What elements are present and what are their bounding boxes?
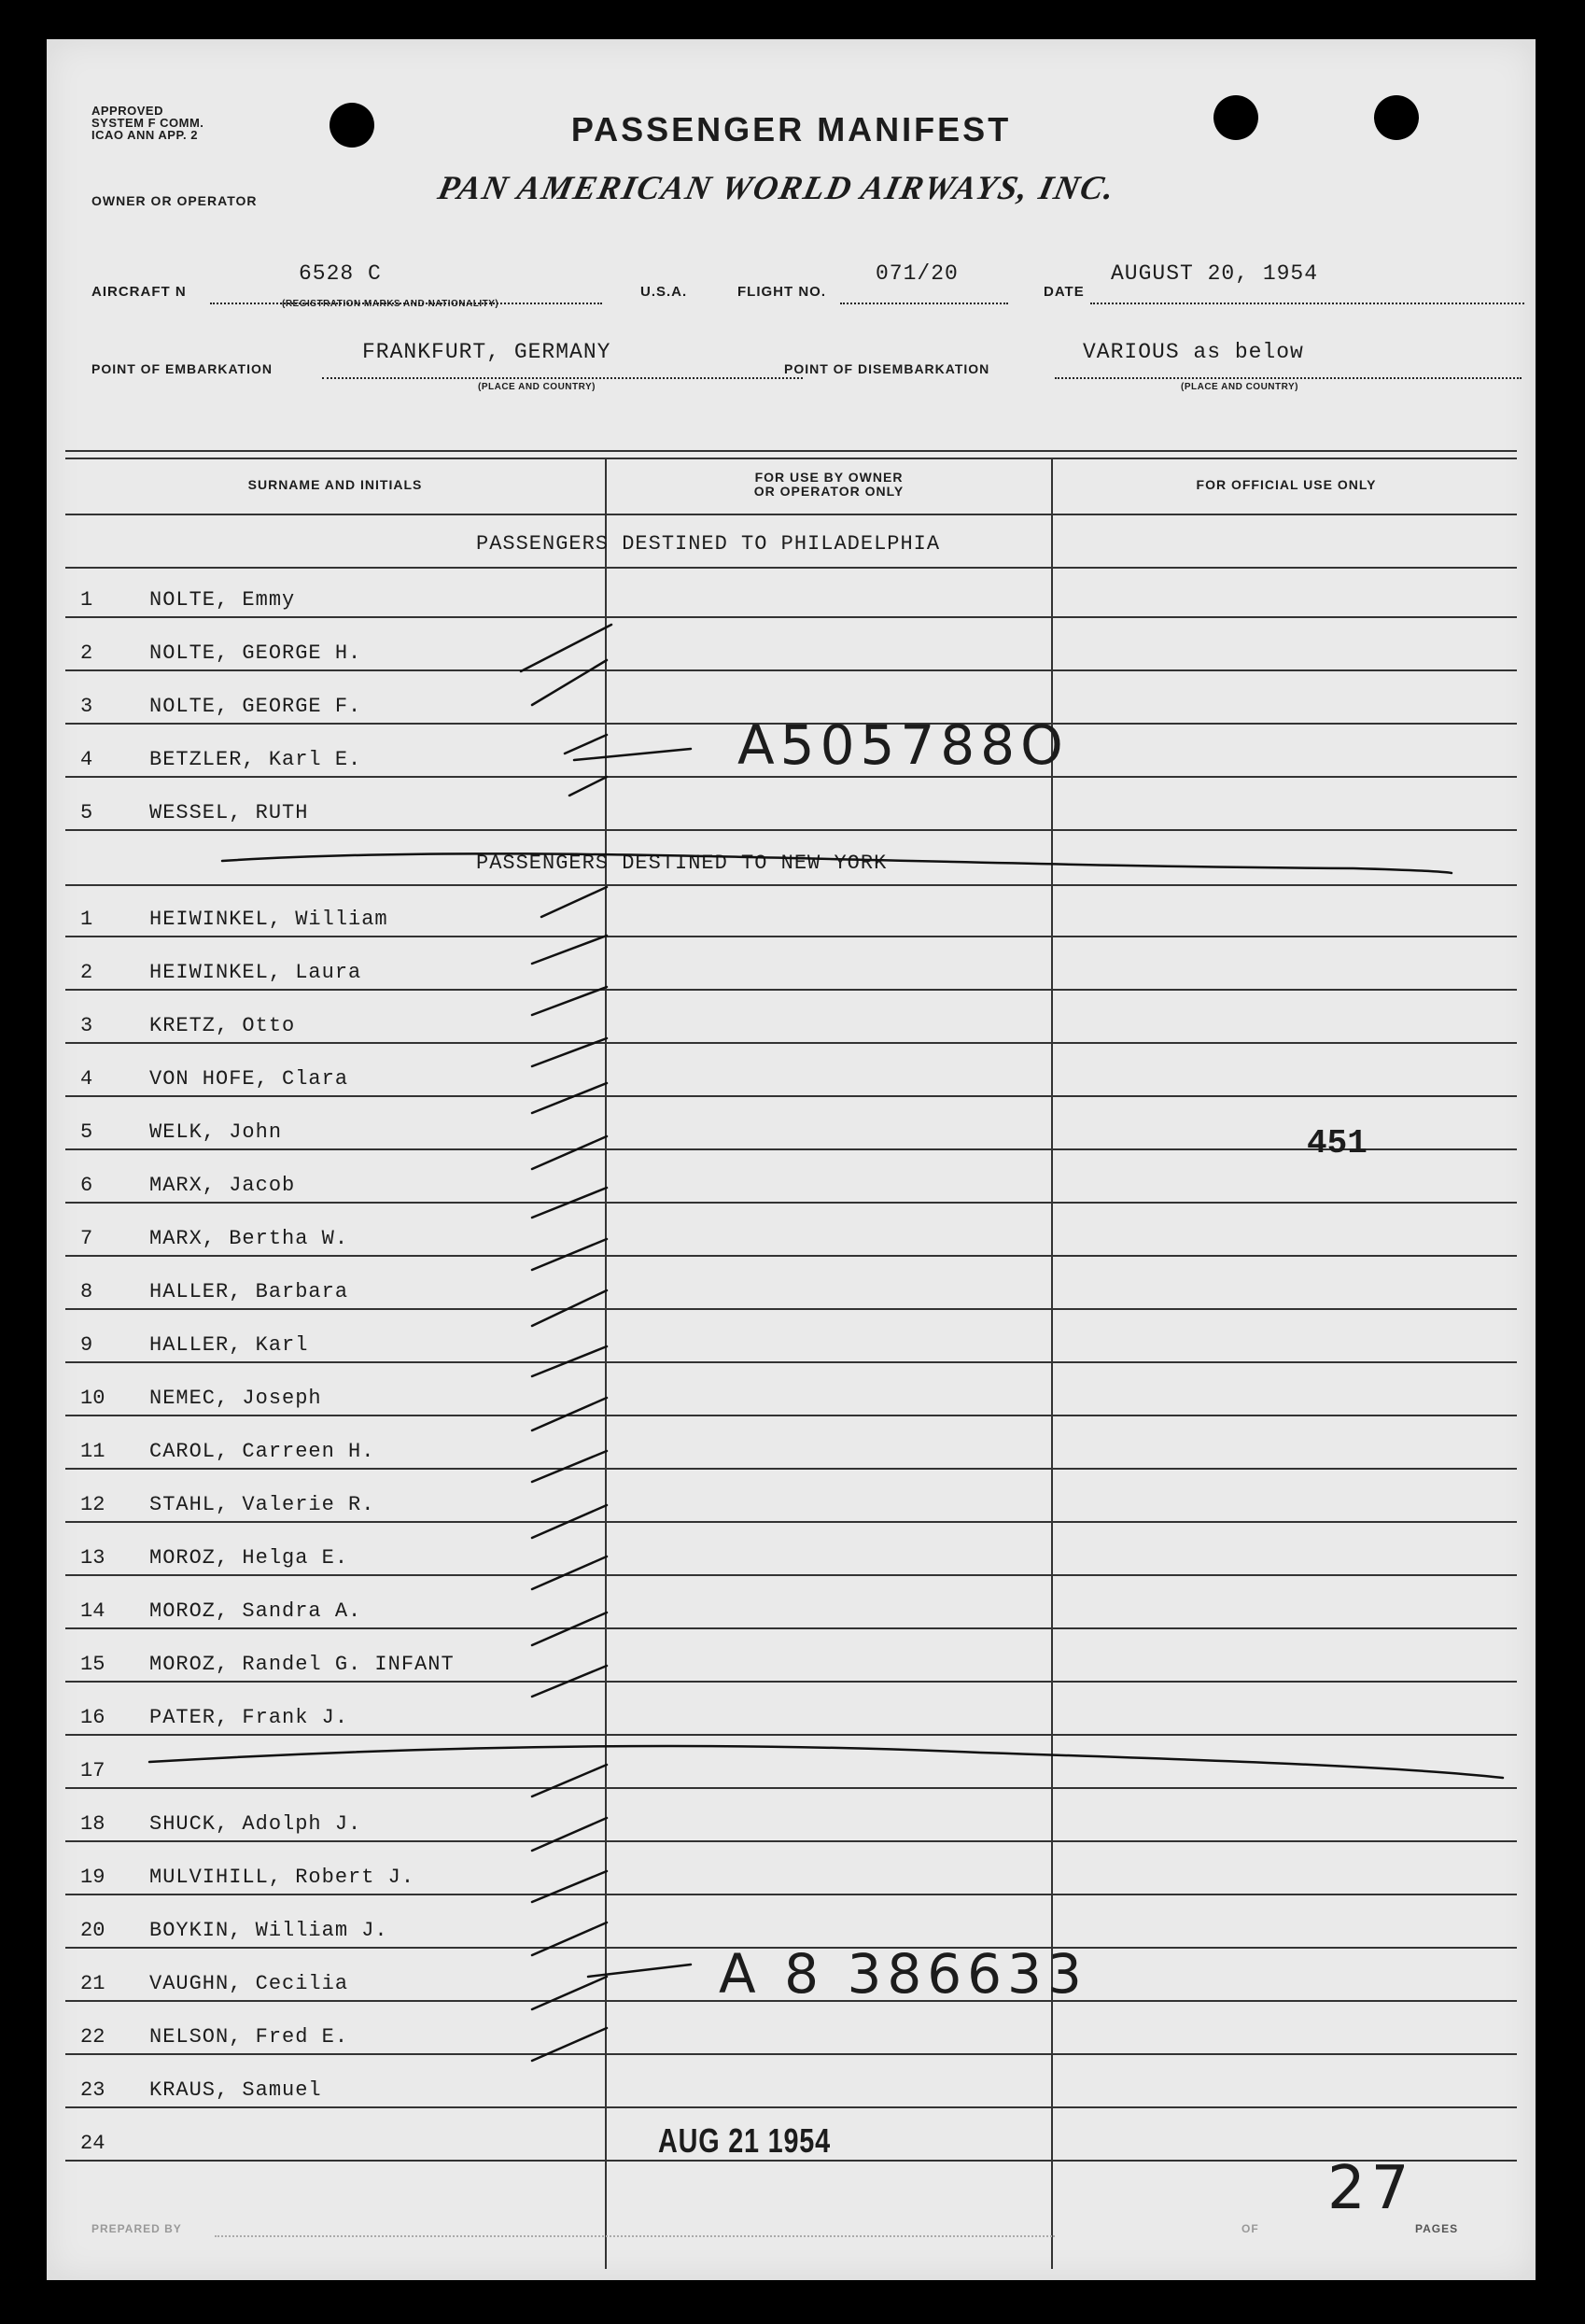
row-number: 11 xyxy=(80,1440,105,1463)
passenger-name: NOLTE, GEORGE F. xyxy=(149,695,362,718)
row-number: 22 xyxy=(80,2025,105,2049)
check-mark xyxy=(532,1765,607,1796)
passenger-name: VON HOFE, Clara xyxy=(149,1067,349,1091)
row-number: 7 xyxy=(80,1227,93,1250)
handwritten-number-2: A 8 386633 xyxy=(719,1942,1087,2006)
row-number: 18 xyxy=(80,1812,105,1836)
check-mark xyxy=(532,1239,607,1270)
passenger-name: WELK, John xyxy=(149,1120,283,1144)
row-number: 1 xyxy=(80,908,93,931)
passenger-name: NOLTE, GEORGE H. xyxy=(149,641,362,665)
flight-value: 071/20 xyxy=(876,261,959,286)
disembark-label: POINT OF DISEMBARKATION xyxy=(784,361,990,376)
check-mark xyxy=(541,887,607,917)
check-mark xyxy=(532,1505,607,1538)
column-header-official: FOR OFFICIAL USE ONLY xyxy=(1196,477,1377,492)
passenger-name: KRAUS, Samuel xyxy=(149,2078,322,2102)
row-number: 14 xyxy=(80,1599,105,1623)
row-number: 13 xyxy=(80,1546,105,1570)
row-number: 17 xyxy=(80,1759,105,1782)
passenger-name: SHUCK, Adolph J. xyxy=(149,1812,362,1836)
embark-value: FRANKFURT, GERMANY xyxy=(362,340,611,364)
check-mark xyxy=(532,1977,607,2009)
row-number: 16 xyxy=(80,1706,105,1729)
row-number: 4 xyxy=(80,1067,93,1091)
aircraft-sublabel: (REGISTRATION MARKS AND NATIONALITY) xyxy=(282,299,499,309)
check-mark xyxy=(532,1923,607,1955)
passenger-name: HALLER, Karl xyxy=(149,1333,309,1357)
row-number: 8 xyxy=(80,1280,93,1303)
date-value: AUGUST 20, 1954 xyxy=(1111,261,1319,286)
row-number: 23 xyxy=(80,2078,105,2102)
passenger-name: PATER, Frank J. xyxy=(149,1706,349,1729)
passenger-name: NOLTE, Emmy xyxy=(149,588,296,612)
row-number: 10 xyxy=(80,1387,105,1410)
row-number: 3 xyxy=(80,1014,93,1037)
strike-line-2 xyxy=(149,1746,1503,1778)
aircraft-label: AIRCRAFT N xyxy=(91,284,187,300)
page-number: 27 xyxy=(1327,2154,1415,2223)
check-mark xyxy=(569,777,607,796)
row-number: 5 xyxy=(80,1120,93,1144)
handwritten-number-1: A505788O xyxy=(737,713,1069,777)
row-number: 2 xyxy=(80,961,93,984)
check-mark xyxy=(532,660,607,705)
check-mark xyxy=(532,987,607,1015)
check-mark xyxy=(532,2028,607,2061)
approved-line: SYSTEM F COMM. xyxy=(91,116,204,130)
passenger-name: NELSON, Fred E. xyxy=(149,2025,349,2049)
row-number: 24 xyxy=(80,2132,105,2155)
passenger-name: MARX, Jacob xyxy=(149,1174,296,1197)
row-number: 9 xyxy=(80,1333,93,1357)
passenger-name: NEMEC, Joseph xyxy=(149,1387,322,1410)
embark-sublabel: (PLACE AND COUNTRY) xyxy=(478,382,596,392)
check-mark xyxy=(532,1613,607,1645)
embark-label: POINT OF EMBARKATION xyxy=(91,361,273,376)
row-number: 15 xyxy=(80,1653,105,1676)
row-number: 19 xyxy=(80,1866,105,1889)
check-mark xyxy=(532,1818,607,1851)
approved-line: ICAO ANN APP. 2 xyxy=(91,128,198,142)
passenger-name: WESSEL, RUTH xyxy=(149,801,309,824)
owner-label: OWNER OR OPERATOR xyxy=(91,193,258,208)
row-number: 12 xyxy=(80,1493,105,1516)
operator-name: PAN AMERICAN WORLD AIRWAYS, INC. xyxy=(434,169,1120,206)
page-title: PASSENGER MANIFEST xyxy=(570,110,1012,148)
check-mark xyxy=(532,1083,607,1113)
passenger-name: MOROZ, Sandra A. xyxy=(149,1599,362,1623)
passenger-name: HALLER, Barbara xyxy=(149,1280,349,1303)
check-mark xyxy=(532,1188,607,1218)
tick-mark xyxy=(574,749,691,760)
column-header-owner-line: FOR USE BY OWNER xyxy=(754,470,904,485)
check-mark xyxy=(532,1398,607,1430)
row-number: 4 xyxy=(80,748,93,771)
approved-line: APPROVED xyxy=(91,104,163,118)
official-number: 451 xyxy=(1307,1124,1368,1162)
prepared-by-label: PREPARED BY xyxy=(91,2222,182,2235)
passenger-name: MOROZ, Randel G. INFANT xyxy=(149,1653,455,1676)
column-header-owner-line: OR OPERATOR ONLY xyxy=(753,484,905,499)
check-mark xyxy=(532,1136,607,1169)
passenger-name: MULVIHILL, Robert J. xyxy=(149,1866,415,1889)
row-number: 20 xyxy=(80,1919,105,1942)
row-number: 1 xyxy=(80,588,93,612)
date-label: DATE xyxy=(1044,284,1085,300)
check-mark xyxy=(532,1666,607,1697)
check-mark xyxy=(532,936,607,964)
check-mark xyxy=(565,735,607,754)
passenger-name: MARX, Bertha W. xyxy=(149,1227,349,1250)
of-label: OF xyxy=(1241,2222,1259,2235)
row-number: 2 xyxy=(80,641,93,665)
tick-mark xyxy=(588,1965,691,1977)
usa-label: U.S.A. xyxy=(640,284,688,300)
passenger-name: KRETZ, Otto xyxy=(149,1014,296,1037)
check-mark xyxy=(532,1871,607,1902)
aircraft-value: 6528 C xyxy=(299,261,382,286)
row-number: 3 xyxy=(80,695,93,718)
date-stamp: AUG 21 1954 xyxy=(658,2121,831,2160)
manifest-page xyxy=(47,39,1536,2280)
check-mark xyxy=(532,1556,607,1589)
check-mark xyxy=(532,1038,607,1066)
pages-label: PAGES xyxy=(1415,2222,1459,2235)
disembark-sublabel: (PLACE AND COUNTRY) xyxy=(1181,382,1298,392)
row-number: 21 xyxy=(80,1972,105,1995)
row-number: 5 xyxy=(80,801,93,824)
strike-line-1 xyxy=(222,853,1452,873)
check-mark xyxy=(532,1290,607,1326)
passenger-name: VAUGHN, Cecilia xyxy=(149,1972,349,1995)
passenger-name: CAROL, Carreen H. xyxy=(149,1440,375,1463)
flight-label: FLIGHT NO. xyxy=(737,284,826,300)
passenger-name: STAHL, Valerie R. xyxy=(149,1493,375,1516)
passenger-name: MOROZ, Helga E. xyxy=(149,1546,349,1570)
check-mark xyxy=(532,1346,607,1376)
check-mark xyxy=(532,1451,607,1482)
passenger-name: BOYKIN, William J. xyxy=(149,1919,388,1942)
row-number: 6 xyxy=(80,1174,93,1197)
section-new-york: PASSENGERS DESTINED TO NEW YORK xyxy=(476,852,888,875)
column-header-names: SURNAME AND INITIALS xyxy=(247,477,423,492)
passenger-name: BETZLER, Karl E. xyxy=(149,748,362,771)
passenger-name: HEIWINKEL, William xyxy=(149,908,388,931)
disembark-value: VARIOUS as below xyxy=(1083,340,1304,364)
passenger-name: HEIWINKEL, Laura xyxy=(149,961,362,984)
section-philadelphia: PASSENGERS DESTINED TO PHILADELPHIA xyxy=(476,532,941,556)
pen-marks xyxy=(47,39,1536,2280)
